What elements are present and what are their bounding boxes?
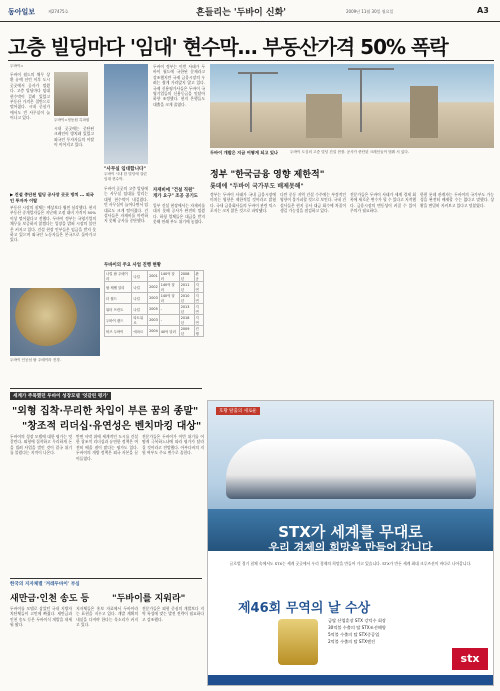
table-row xyxy=(105,282,204,293)
column2-body: 두바이 곳곳의 고층 빌딩에는 사무실 임대를 알리는 대형 현수막이 내걸렸다. 빈 사무실이 늘어나면서 임대료도 크게 떨어졌다. 건설사들은 자재비를 마련하지 못해 공사를 중단했다. xyxy=(104,186,148,224)
byline: 두바이= xyxy=(10,64,24,68)
table-cell: 2004 xyxy=(148,326,160,337)
bottom-headline-2: "두바이를 지워라" xyxy=(112,594,186,604)
table-cell: 워터 프런트 xyxy=(105,304,132,315)
table-cell: 지연 xyxy=(194,304,203,315)
photo2-caption-body: 두바이 시내 한 빌딩에 걸린 임대 현수막. xyxy=(104,172,147,181)
table-cell: 진행 xyxy=(194,326,203,337)
award-item: 30억불 수출의 탑 STX조선해양 xyxy=(328,625,386,630)
interview-body-3: 전문가들은 두바이가 이번 위기를 어떻게 극복하느냐에 따라 평가가 달라질 것이라고 전망했다. 아부다비의 지원 여부도 주요 변수로 꼽힌다. xyxy=(142,434,204,456)
table-cell: 타트위르 xyxy=(132,315,148,326)
table-cell: 나킬 xyxy=(132,304,148,315)
bottom-body-1: 두바이를 모델로 삼았던 국내 지방자치단체들이 고민에 빠졌다. 새만금과 인천 송도 등은 두바이식 개발을 내세워 왔다. xyxy=(10,606,72,628)
table-cell: 더 월드 xyxy=(105,293,132,304)
table-cell: 나킬 팜 주메이라 xyxy=(105,271,132,282)
stx-advertisement xyxy=(207,400,494,686)
award-item: 금탑 산업훈장 STX 강덕수 회장 xyxy=(328,618,386,623)
ad-body: 글로벌 경기 침체 속에서도 STX는 세계 곳곳에서 우리 경제의 희망을 만들어 가고 있습니다. STX가 만든 세계 최대 크루즈선이 바다로 나아갑니다. xyxy=(229,561,472,566)
palm-island-aerial-photo xyxy=(10,288,100,356)
interview-rule xyxy=(10,388,202,389)
issue-number: 제27475호 xyxy=(48,9,69,14)
ad-bottom-bar xyxy=(208,675,493,685)
table-cell: 2005 xyxy=(148,304,160,315)
table-cell: 2009년 xyxy=(179,326,194,337)
project-status-table xyxy=(104,270,204,337)
table-cell: 두바이 랜드 xyxy=(105,315,132,326)
table-row xyxy=(105,315,204,326)
table-cell: 2003 xyxy=(148,315,160,326)
table-cell: 나킬 xyxy=(132,293,148,304)
project-table-title: 두바이의 주요 사업 진행 현황 xyxy=(104,263,162,268)
table-row xyxy=(105,293,204,304)
section-title: 흔들리는 '두바이 신화' xyxy=(196,8,287,18)
mid-headline: 정부 "한국금융 영향 제한적" xyxy=(210,170,325,180)
table-cell: 2018년 xyxy=(179,315,194,326)
newspaper-logo: 동아일보 xyxy=(8,8,36,16)
interview-body-1: 두바이의 성장 모델에 대한 평가는 엇갈린다. 외형에 집착하고 무리하게 돈을 빌려 사업을 벌인 것이 결국 위기를 불렀다는 지적이 나온다. xyxy=(10,434,72,456)
photo2-caption-title: "사무실 임대합니다" xyxy=(104,167,146,172)
main-headline: 고층 빌딩마다 '임대' 현수막… 부동산가격 50% 폭락 xyxy=(8,35,448,59)
table-cell: - xyxy=(159,315,179,326)
table-cell: 2013년 xyxy=(179,304,194,315)
column1-body-top: 두바이 월드의 채무 상환 유예 선언 이후 도시 곳곳에서 공사가 멈췄다. 고층 빌딩마다 임대 현수막이 걸려 있었고 부동산 가격은 절반으로 떨어졌다. 시내 중심가에서도 빈 사무실이 늘어나고 있다. xyxy=(10,72,50,121)
bottom-headline-1: 새만금·인천 송도 등 xyxy=(10,594,90,604)
cruise-ship-image xyxy=(226,439,476,499)
column3-body-top: 두바이 정부는 이번 사태가 두바이 월드에 국한된 문제라고 강조했지만 국제 금융시장의 우려는 쉽게 가라앉지 않고 있다. 국제 신용평가사들은 두바이 국영기업들의 신용등급을 잇달아 하향 조정했다. 현지 은행들도 대출을 크게 줄였다. xyxy=(153,64,205,107)
masthead xyxy=(0,0,500,22)
table-cell: 2002 xyxy=(148,282,160,293)
table-cell: 버즈 두바이 xyxy=(105,326,132,337)
photo-caption-title: 두바이 개발은 지금 어떻게 되고 있나 xyxy=(210,150,278,155)
table-cell: 지연 xyxy=(194,293,203,304)
aerial-photo-caption: 두바이 인공섬 팜 주메이라 전경. xyxy=(10,358,61,362)
column1-subhead: ▶ 건설 중단된 빌딩 공사장 곳곳 방치 … 외국인 투자자 이탈 xyxy=(10,192,94,203)
bottom-rule xyxy=(10,578,202,579)
table-cell: 나킬 xyxy=(132,282,148,293)
table-cell: 140억 달러 xyxy=(159,293,179,304)
award-item: 2억불 수출의 탑 STX엔진 xyxy=(328,639,376,644)
mid-body-2: 다만 중동 지역 건설 수주에는 부정적인 영향이 불가피할 것으로 보인다. 국내 건설사들은 현지 공사 대금 회수에 차질이 생길 가능성을 점검하고 있다. xyxy=(280,192,346,214)
table-cell: 2011년 xyxy=(179,282,194,293)
ad-title-1: STX가 세계를 무대로 xyxy=(278,523,423,541)
interview-title-1: "외형 집착·무리한 차입이 부른 꿈의 종말" xyxy=(12,406,199,417)
column3-subhead1: 자재비에 "건설 직원" xyxy=(153,188,195,193)
table-cell: 2003 xyxy=(148,293,160,304)
table-cell: 2010년 xyxy=(179,293,194,304)
reporter-caption: 두바이=정동원 특파원 xyxy=(54,118,90,122)
mid-body-3: 전문가들은 두바이 사태가 세계 경제 회복에 새로운 변수가 될 수 있다고 지적했다. 금융시장의 변동성이 커질 수 있어 주의가 필요하다. xyxy=(350,192,416,214)
table-row xyxy=(105,326,204,337)
photo-caption-body: 두바이 도심의 고층 빌딩 건설 현장. 공사가 중단된 크레인들이 멈춰 서 있다. xyxy=(290,150,409,154)
ad-tag: 호황 탈출의 새로운 xyxy=(216,407,260,415)
stx-logo: stx xyxy=(452,648,488,670)
table-cell: 40억 달러 xyxy=(159,326,179,337)
table-cell: 2008년 xyxy=(179,271,194,282)
mid-subhead: 롯데에 "두바이 국가부도 배제못해" xyxy=(210,183,304,190)
ad-title-2: 우리 경제의 희망을 만들어 갑니다 xyxy=(268,541,433,554)
table-cell: 나킬 xyxy=(132,271,148,282)
page-number: A3 xyxy=(477,6,489,15)
table-row xyxy=(105,304,204,315)
interview-kicker: 세계가 주목했던 두바이 성장모델 '엇갈린 평가' xyxy=(10,392,111,400)
interview-body-2: 반면 사막 위에 세계적인 도시를 건설한 창조적 리더십과 유연한 정책은 여전히 배울 점이 많다는 평가도 있다. 두바이의 개방 정책은 외국 자본을 끌어들였다. xyxy=(76,434,138,461)
issue-date: 2009년 11월 30일 월요일 xyxy=(346,9,394,14)
table-row xyxy=(105,271,204,282)
table-cell: 지연 xyxy=(194,315,203,326)
column1-body-right: 시내 곳곳에는 중단된 크레인이 방치돼 있었고 외국인 투자자들의 이탈이 이어지고 있다. xyxy=(54,126,94,148)
bottom-body-3: 전문가들은 외형 중심의 개발보다 지역 특성에 맞는 발전 전략이 필요하다고 강조했다. xyxy=(142,606,204,622)
column3-subhead2: 개가 요구" 조공 공기도 xyxy=(153,194,199,199)
table-cell: 팜 제벨 알리 xyxy=(105,282,132,293)
bottom-kicker: 한국의 지자체별 '겨레두바이' 부심 xyxy=(10,582,80,587)
table-cell: 140억 달러 xyxy=(159,271,179,282)
table-cell: 에마르 xyxy=(132,326,148,337)
column3-body-bottom: 일부 건설 현장에서는 자재비를 대지 못해 공사가 완전히 멈췄다. 하청 업체들은 대금을 받지 못해 연쇄 부도 위기에 놓였다. xyxy=(153,203,205,225)
building-banner-photo xyxy=(104,64,148,164)
headline-rule xyxy=(8,60,494,61)
ad-trade-day-title: 제46회 무역의 날 수상 xyxy=(238,601,371,616)
mid-body-4: 한편 롯데 관계자는 두바이의 국가부도 가능성을 완전히 배제할 수는 없다고 말했다. 상황을 면밀히 지켜보고 있다고 덧붙였다. xyxy=(420,192,494,208)
table-cell: 140억 달러 xyxy=(159,282,179,293)
table-cell: - xyxy=(159,304,179,315)
reporter-photo xyxy=(54,72,88,116)
ad-awards-list xyxy=(328,617,386,645)
table-cell: 완공 xyxy=(194,271,203,282)
construction-site-photo xyxy=(210,64,494,148)
mid-body-1: 정부는 두바이 사태가 국내 금융시장에 미치는 영향은 제한적일 것이라고 밝혔다. 국내 금융회사들의 두바이 관련 익스포저는 크지 않은 것으로 파악됐다. xyxy=(210,192,276,214)
bottom-body-2: 지자체들은 홍보 자료에서 두바이라는 표현을 지우고 있다. 개발 계획의 내실을 다져야 한다는 목소리가 커지고 있다. xyxy=(76,606,138,628)
award-item: 5억불 수출의 탑 STX중공업 xyxy=(328,632,380,637)
table-cell: 지연 xyxy=(194,282,203,293)
column1-body-bottom: 부동산 시장의 침체는 예상보다 훨씬 심각했다. 현지 부동산 중개업자들은 지난해 고점 대비 가격이 50% 이상 떨어졌다고 전했다. 두바이 정부는 국영기업의 채무를 보증하지 않겠다는 입장을 밝혀 시장의 불안은 커지고 있다. 건설 현장 인부들은 임금을 받지 못하고 있으며 외국인 노동자들은 본국으로 돌아가고 있다. xyxy=(10,205,96,243)
interview-title-2: "창조적 리더십·유연성은 벤치마킹 대상" xyxy=(22,421,202,432)
trophy-tower-icon xyxy=(278,619,318,665)
table-cell: 2001 xyxy=(148,271,160,282)
